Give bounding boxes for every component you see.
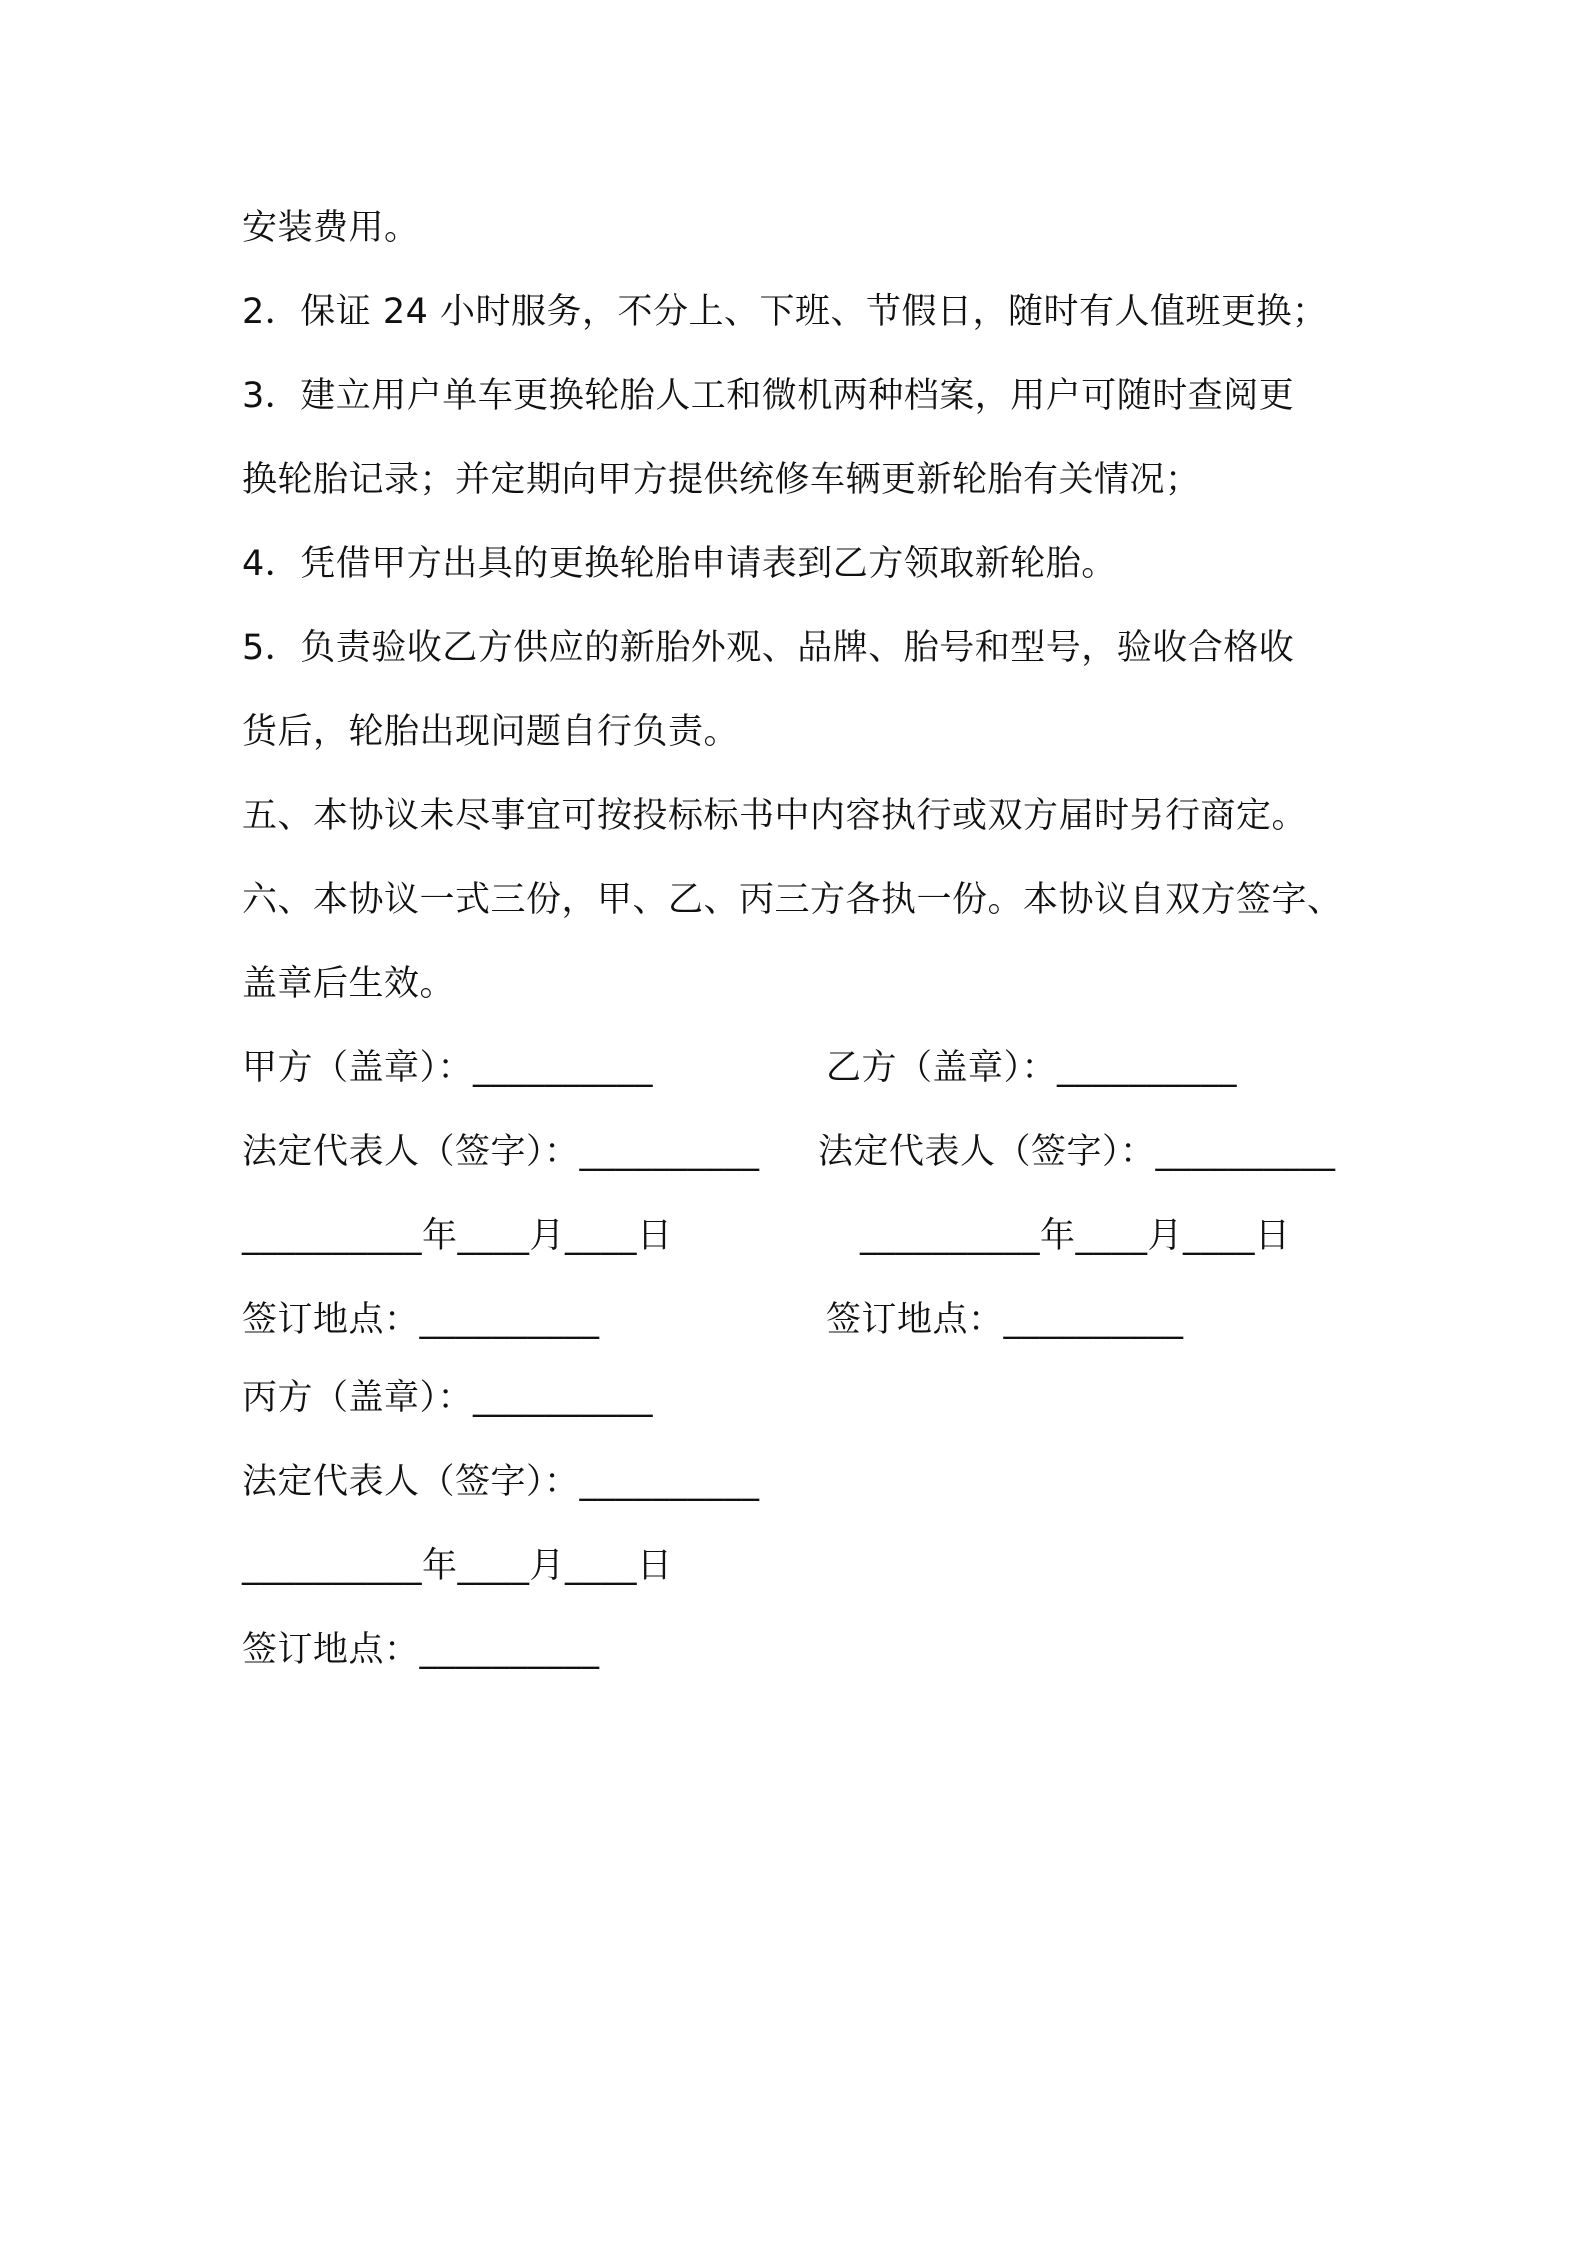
party-b-seal: 乙方（盖章）：__________ <box>826 1048 1238 1088</box>
paragraph-item-3-line2: 换轮胎记录；并定期向甲方提供统修车辆更新轮胎有关情况； <box>242 460 1201 500</box>
date-c: __________年____月____日 <box>242 1546 673 1586</box>
paragraph-item-5-line2: 货后，轮胎出现问题自行负责。 <box>242 712 740 752</box>
paragraph-section-5: 五、本协议未尽事宜可按投标标书中内容执行或双方届时另行商定。 <box>242 796 1308 836</box>
paragraph-item-2: 2．保证 24 小时服务，不分上、下班、节假日，随时有人值班更换； <box>242 292 1328 332</box>
date-a: __________年____月____日 <box>242 1216 673 1256</box>
paragraph-section-6-line1: 六、本协议一式三份，甲、乙、丙三方各执一份。本协议自双方签字、 <box>242 880 1343 920</box>
paragraph-install-fee: 安装费用。 <box>242 208 420 248</box>
date-b: __________年____月____日 <box>860 1216 1291 1256</box>
paragraph-item-3-line1: 3．建立用户单车更换轮胎人工和微机两种档案，用户可随时查阅更 <box>242 376 1295 416</box>
paragraph-item-4: 4．凭借甲方出具的更换轮胎申请表到乙方领取新轮胎。 <box>242 544 1117 584</box>
place-c: 签订地点：__________ <box>242 1630 600 1670</box>
party-a-seal: 甲方（盖章）：__________ <box>242 1048 654 1088</box>
legal-rep-a: 法定代表人（签字）：__________ <box>242 1132 760 1172</box>
legal-rep-c: 法定代表人（签字）：__________ <box>242 1462 760 1502</box>
paragraph-item-5-line1: 5．负责验收乙方供应的新胎外观、品牌、胎号和型号，验收合格收 <box>242 628 1295 668</box>
legal-rep-b: 法定代表人（签字）：__________ <box>818 1132 1336 1172</box>
place-b: 签订地点：__________ <box>826 1300 1184 1340</box>
party-c-seal: 丙方（盖章）：__________ <box>242 1378 654 1418</box>
paragraph-section-6-line2: 盖章后生效。 <box>242 964 456 1004</box>
place-a: 签订地点：__________ <box>242 1300 600 1340</box>
